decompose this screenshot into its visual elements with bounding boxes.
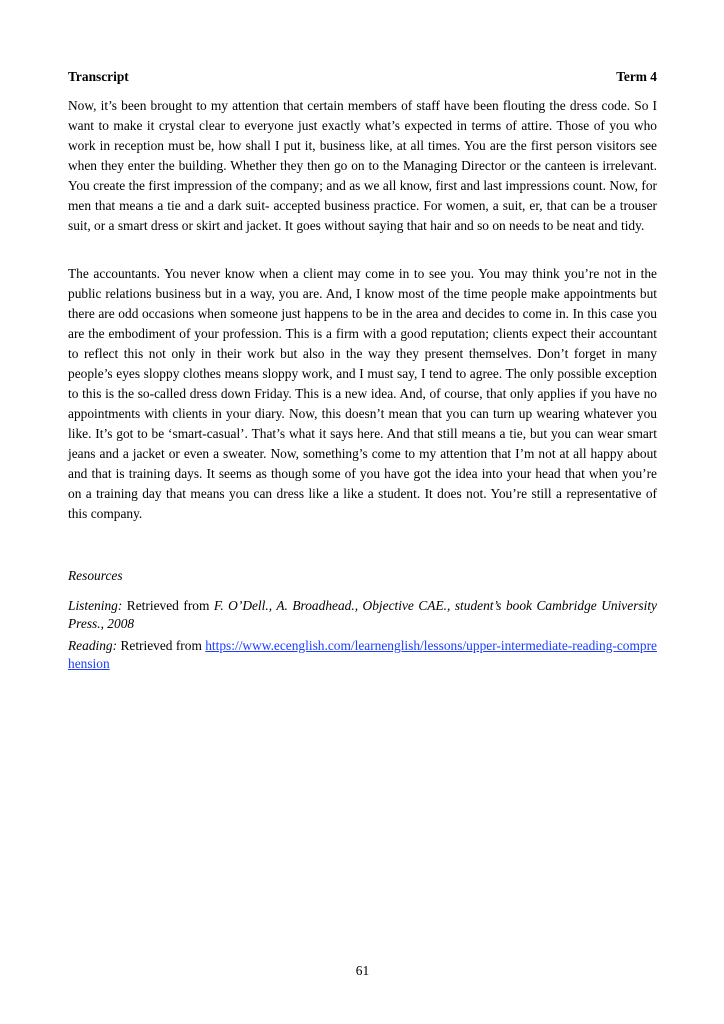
transcript-title: Transcript [68,69,129,84]
reading-label: Reading: [68,638,118,653]
listening-label: Listening: [68,598,123,613]
resources-heading: Resources [68,568,123,583]
page-header [68,69,657,87]
listening-source: F. O’Dell., A. Broadhead., Objective CAE., student’s book Cambridge University Press., 2008 [68,598,658,631]
reading-retrieved-text: Retrieved from [117,638,206,653]
reading-reference [68,637,657,673]
term-label: Term 4 [616,69,657,84]
document-page [68,0,657,1024]
page-number: 61 [355,963,370,978]
reading-source-link[interactable]: https://www.ecenglish.com/learnenglish/lessons/upper-intermediate-reading-comprehension [68,638,657,671]
listening-retrieved-text: Retrieved from [122,598,214,613]
transcript-paragraph-reception: Now, it’s been brought to my attention that certain members of staff have been flouting the dress code. So I want to make it crystal clear to everyone just exactly what’s expected in terms of attire. Those of you who work in reception must be, how shall I put it, business like, at all times. You are the first person visitors see when they enter the building. Whether they then go on to the Managing Director or the canteen is irrelevant. You create the first impression of the company; and as we all know, first and last impressions count. Now, for men that means a tie and a dark suit- accepted business practice. For women, a suit, er, that can be a trouser suit, or a smart dress or skirt and jacket. It goes without saying that hair and so on needs to be neat and tidy. [68,98,657,233]
transcript-paragraph-accountants: The accountants. You never know when a client may come in to see you. You may think you’re not in the public relations business but in a way, you are. And, I know most of the time people make appointments but there are odd occasions when someone just happens to be in the area and decides to come in. In this case you are the embodiment of your profession. This is a firm with a good reputation; clients expect their accountant to reflect this not only in their work but also in the way they present themselves. Don’t forget in many people’s eyes sloppy clothes means sloppy work, and I must say, I tend to agree. The only possible exception to this is the so-called dress down Friday. This is a new idea. And, of course, that only applies if you have no appointments with clients in your diary. Now, this doesn’t mean that you can turn up wearing whatever you like. It’s got to be ‘smart-casual’. That’s what it says here. And that still means a tie, but you can wear smart jeans and a jacket or even a sweater. Now, something’s come to my attention that I’m not at all happy about and that is training days. It seems as though some of you have got the idea into your head that when you’re on a training day that means you can dress like a like a student. It does not. You’re still a representative of this company. [68,266,657,521]
listening-reference [68,597,657,633]
